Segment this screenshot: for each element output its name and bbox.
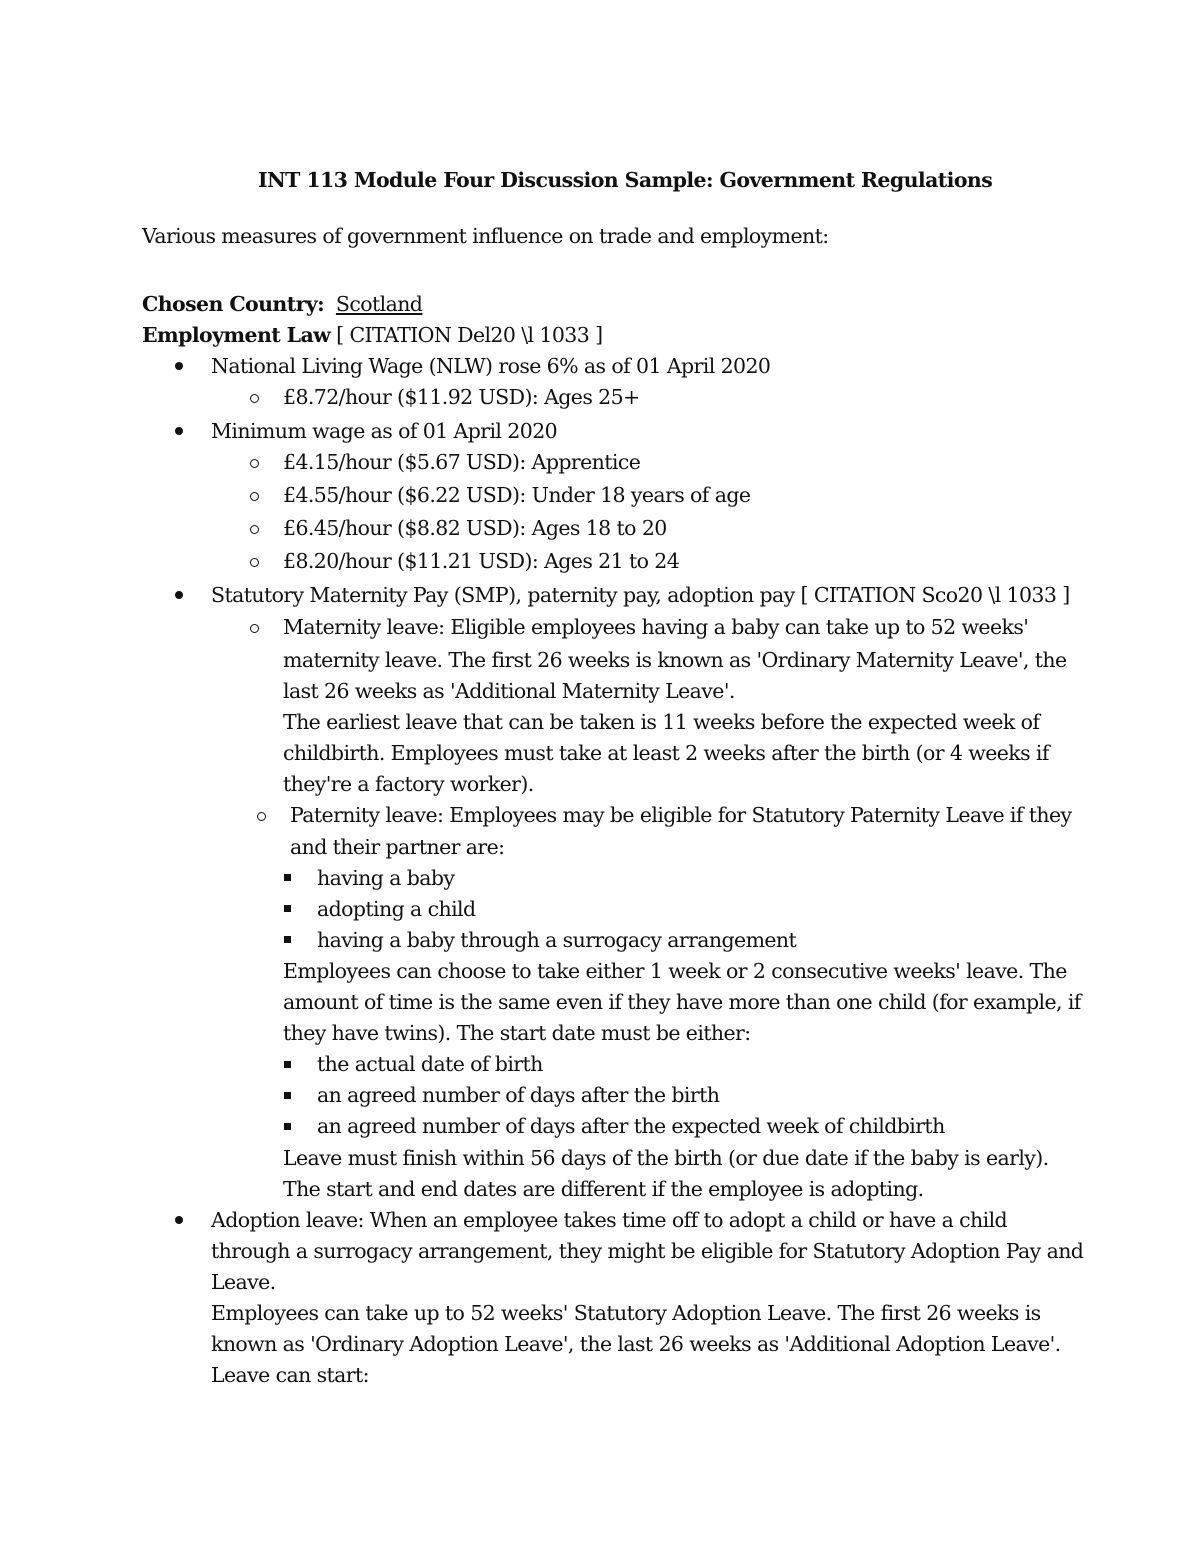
- adoption-line-6: Leave can start:: [211, 1363, 369, 1387]
- circle-bullet-icon: [250, 459, 259, 468]
- intro-text: Various measures of government influence on trade and employment:: [142, 224, 829, 248]
- adoption-line-5: known as 'Ordinary Adoption Leave', the last 26 weeks as 'Additional Adoption Leave'.: [211, 1332, 1061, 1356]
- employment-law-label: Employment Law: [142, 323, 331, 347]
- square-bullet-icon: [284, 936, 291, 943]
- circle-bullet-icon: [250, 558, 259, 567]
- circle-bullet-icon: [250, 492, 259, 501]
- bullet-icon: [175, 1216, 183, 1224]
- paternity-para-1: Employees can choose to take either 1 week or 2 consecutive weeks' leave. The: [283, 959, 1067, 983]
- paternity-line-2: and their partner are:: [290, 835, 505, 859]
- paternity-bullet-4: the actual date of birth: [317, 1052, 543, 1076]
- paternity-para-2: amount of time is the same even if they have more than one child (for example, if: [283, 990, 1081, 1014]
- document-title: INT 113 Module Four Discussion Sample: Government Regulations: [258, 168, 993, 192]
- chosen-country-line: [142, 290, 422, 318]
- paternity-bullet-6: an agreed number of days after the expected week of childbirth: [317, 1114, 945, 1138]
- bullet-icon: [175, 427, 183, 435]
- adoption-line-2: through a surrogacy arrangement, they might be eligible for Statutory Adoption Pay and: [211, 1239, 1084, 1263]
- chosen-country-label: Chosen Country:: [142, 292, 325, 316]
- list-item-nlw: National Living Wage (NLW) rose 6% as of 01 April 2020: [211, 354, 771, 378]
- paternity-bullet-1: having a baby: [317, 866, 455, 890]
- list-item-min-wage: Minimum wage as of 01 April 2020: [211, 419, 558, 443]
- circle-bullet-icon: [257, 812, 266, 821]
- adoption-line-1: Adoption leave: When an employee takes time off to adopt a child or have a child: [211, 1208, 1008, 1232]
- list-item-smp: Statutory Maternity Pay (SMP), paternity pay, adoption pay [ CITATION Sco20 \l 1033 ]: [211, 583, 1070, 607]
- list-item-min-wage-apprentice: £4.15/hour ($5.67 USD): Apprentice: [283, 450, 641, 474]
- bullet-icon: [175, 591, 183, 599]
- bullet-icon: [175, 362, 183, 370]
- maternity-line-1: Maternity leave: Eligible employees having a baby can take up to 52 weeks': [283, 615, 1029, 639]
- employment-law-citation: [ CITATION Del20 \l 1033 ]: [336, 323, 603, 347]
- square-bullet-icon: [284, 1123, 291, 1130]
- circle-bullet-icon: [250, 394, 259, 403]
- maternity-line-5: childbirth. Employees must take at least 2 weeks after the birth (or 4 weeks if: [283, 741, 1049, 765]
- circle-bullet-icon: [250, 624, 259, 633]
- square-bullet-icon: [284, 874, 291, 881]
- maternity-line-2: maternity leave. The first 26 weeks is known as 'Ordinary Maternity Leave', the: [283, 648, 1067, 672]
- list-item-min-wage-under-18: £4.55/hour ($6.22 USD): Under 18 years of age: [283, 483, 751, 507]
- maternity-line-4: The earliest leave that can be taken is 11 weeks before the expected week of: [283, 710, 1040, 734]
- square-bullet-icon: [284, 1061, 291, 1068]
- adoption-line-4: Employees can take up to 52 weeks' Statutory Adoption Leave. The first 26 weeks is: [211, 1301, 1041, 1325]
- square-bullet-icon: [284, 905, 291, 912]
- square-bullet-icon: [284, 1092, 291, 1099]
- maternity-line-3: last 26 weeks as 'Additional Maternity Leave'.: [283, 679, 735, 703]
- chosen-country-value: Scotland: [335, 292, 423, 316]
- adoption-line-3: Leave.: [211, 1270, 276, 1294]
- paternity-para-5: The start and end dates are different if the employee is adopting.: [283, 1177, 924, 1201]
- paternity-bullet-5: an agreed number of days after the birth: [317, 1083, 720, 1107]
- list-item-nlw-rate: £8.72/hour ($11.92 USD): Ages 25+: [283, 385, 640, 409]
- circle-bullet-icon: [250, 525, 259, 534]
- list-item-min-wage-18-20: £6.45/hour ($8.82 USD): Ages 18 to 20: [283, 516, 667, 540]
- employment-law-heading: [142, 321, 603, 349]
- paternity-para-3: they have twins). The start date must be either:: [283, 1021, 751, 1045]
- paternity-bullet-3: having a baby through a surrogacy arrangement: [317, 928, 797, 952]
- maternity-line-6: they're a factory worker).: [283, 772, 534, 796]
- list-item-min-wage-21-24: £8.20/hour ($11.21 USD): Ages 21 to 24: [283, 549, 680, 573]
- paternity-para-4: Leave must finish within 56 days of the birth (or due date if the baby is early).: [283, 1146, 1049, 1170]
- paternity-line-1: Paternity leave: Employees may be eligible for Statutory Paternity Leave if they: [290, 803, 1072, 827]
- paternity-bullet-2: adopting a child: [317, 897, 476, 921]
